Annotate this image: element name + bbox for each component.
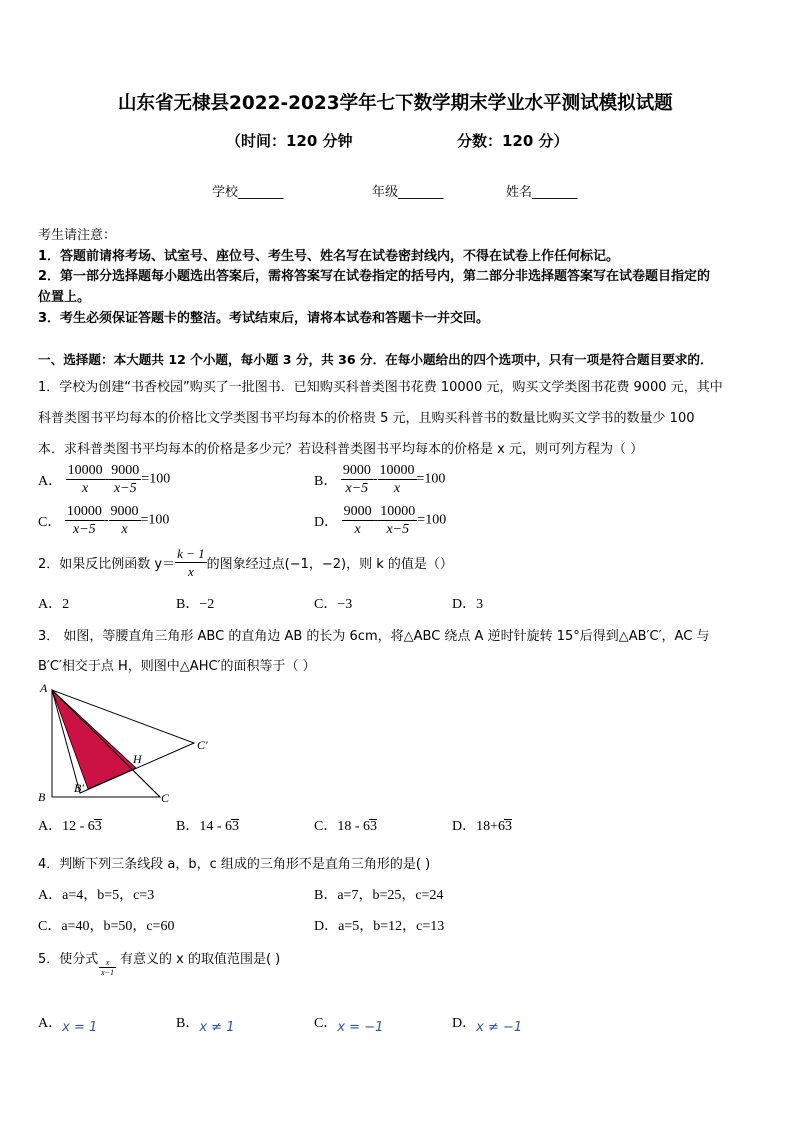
q3-option-c[interactable]: C．18 - 63 xyxy=(314,819,377,834)
q4-option-b[interactable]: B．a=7，b=25，c=24 xyxy=(314,888,444,903)
label-c-prime: C′ xyxy=(197,738,208,752)
notice-item: 位置上。 xyxy=(38,290,91,305)
notice-item: 2．第一部分选择题每小题选出答案后，需将答案写在试卷指定的括号内，第二部分非选择题答案写在试卷题目指定的 xyxy=(38,269,711,284)
q3-option-d[interactable]: D．18+63 xyxy=(452,819,513,834)
q1-line: 本．求科普类图书平均每本的价格是多少元？若设科普类图书平均每本的价格是 x 元，则可列方程为（ ） xyxy=(38,442,644,457)
label-b: B xyxy=(38,790,46,804)
q2-option-c[interactable]: C．−3 xyxy=(314,597,353,612)
school-field: 学校_______ xyxy=(212,185,284,200)
q5-option-a[interactable]: A．$_{x = 1}$ xyxy=(38,1016,98,1035)
q2-option-b[interactable]: B．−2 xyxy=(176,597,215,612)
q3-line: B′C′相交于点 H，则图中△AHC′的面积等于（ ） xyxy=(38,659,316,674)
q1-option-c[interactable]: C． $\frac{10000}{x-5}$ - $\frac{9000}{x}$ =100 xyxy=(38,504,170,537)
q1-option-a[interactable]: A． $\frac{10000}{x}$ - $\frac{9000}{x-5}$ =100 xyxy=(38,463,171,496)
q4-option-a[interactable]: A．a=4，b=5，c=3 xyxy=(38,888,155,903)
section-heading: 一、选择题：本大题共 12 个小题，每小题 3 分，共 36 分．在每小题给出的四个选项中，只有一项是符合题目要求的． xyxy=(38,352,713,367)
exam-time: （时间：120 分钟 xyxy=(226,132,353,150)
fraction: $\frac{9000}{x-5}$ xyxy=(111,463,140,496)
exam-score: 分数：120 分） xyxy=(457,132,569,150)
option-label: D． xyxy=(314,514,339,530)
fraction: $\frac{x}{x-1}$ xyxy=(101,958,114,977)
notice-heading: 考生请注意： xyxy=(38,228,117,243)
q5-prefix: 5．使分式 xyxy=(38,952,99,967)
q4-option-d[interactable]: D．a=5，b=12，c=13 xyxy=(314,919,445,934)
q2-option-a[interactable]: A．2 xyxy=(38,597,70,612)
grade-field: 年级_______ xyxy=(372,185,444,200)
page-title: 山东省无棣县2022-2023学年七下数学期末学业水平测试模拟试题 xyxy=(118,93,673,114)
sqrt: 3 xyxy=(232,819,239,834)
label-b-prime: B′ xyxy=(74,781,84,795)
label-a: A xyxy=(40,681,48,695)
notice-item: 3．考生必须保证答题卡的整洁。考试结束后，请将本试卷和答题卡一并交回。 xyxy=(38,311,490,326)
triangle-figure xyxy=(32,680,232,810)
q2-option-d[interactable]: D．3 xyxy=(452,597,484,612)
q3-line: 3． 如图，等腰直角三角形 ABC 的直角边 AB 的长为 6cm，将△ABC 绕点 A 逆时针旋转 15°后得到△AB′C′，AC 与 xyxy=(38,629,710,644)
fraction: $\frac{10000}{x-5}$ xyxy=(380,504,416,537)
fraction: $\frac{k - 1}{x}$ xyxy=(177,546,205,579)
fraction: $\frac{9000}{x-5}$ xyxy=(342,463,371,496)
q5-suffix: 有意义的 x 的取值范围是( ) xyxy=(120,952,281,967)
fraction: $\frac{10000}{x}$ xyxy=(67,463,103,496)
sqrt: 3 xyxy=(370,819,377,834)
q3-option-a[interactable]: A．12 - 63 xyxy=(38,819,102,834)
q4-option-c[interactable]: C．a=40，b=50，c=60 xyxy=(38,919,175,934)
name-field: 姓名_______ xyxy=(506,185,578,200)
q5-option-d[interactable]: D．$_{x \ne -1}$ xyxy=(452,1016,523,1035)
q1-line: 1．学校为创建“书香校园”购买了一批图书．已知购买科普类图书花费 10000 元，购买文学类图书花费 9000 元，其中 xyxy=(38,380,723,395)
notice-item: 1．答题前请将考场、试室号、座位号、考生号、姓名写在试卷密封线内，不得在试卷上作任何标记。 xyxy=(38,249,620,264)
q5-option-b[interactable]: B．$_{x \ne 1}$ xyxy=(176,1016,235,1035)
fraction: $\frac{9000}{x}$ xyxy=(110,504,139,537)
q1-line: 科普类图书平均每本的价格比文学类图书平均每本的价格贵 5 元，且购买科普书的数量比购买文学书的数量少 100 xyxy=(38,411,695,426)
fraction: $\frac{10000}{x}$ xyxy=(379,463,415,496)
q1-option-d[interactable]: D． $\frac{9000}{x}$ - $\frac{10000}{x-5}$ =100 xyxy=(314,504,447,537)
q5-option-c[interactable]: C．$_{x = -1}$ xyxy=(314,1016,384,1035)
q4-stem: 4．判断下列三条线段 a，b，c 组成的三角形不是直角三角形的是( ) xyxy=(38,857,431,872)
fraction: $\frac{10000}{x-5}$ xyxy=(66,504,102,537)
option-label: B． xyxy=(314,473,338,489)
option-label: C． xyxy=(38,514,62,530)
q3-option-b[interactable]: B．14 - 63 xyxy=(176,819,239,834)
q1-option-b[interactable]: B． $\frac{9000}{x-5}$ - $\frac{10000}{x}$ =100 xyxy=(314,463,446,496)
fraction: $\frac{9000}{x}$ xyxy=(343,504,372,537)
sqrt: 3 xyxy=(505,819,513,834)
label-c: C xyxy=(161,791,170,805)
option-label: A． xyxy=(38,473,63,489)
q2-stem: 2．如果反比例函数 y＝ $\frac{k - 1}{x}$ 的图象经过点(−1，−2)，则 k 的值是（） xyxy=(38,546,453,579)
sqrt: 3 xyxy=(94,819,102,834)
q5-fraction xyxy=(99,958,116,977)
label-h: H xyxy=(133,752,142,766)
